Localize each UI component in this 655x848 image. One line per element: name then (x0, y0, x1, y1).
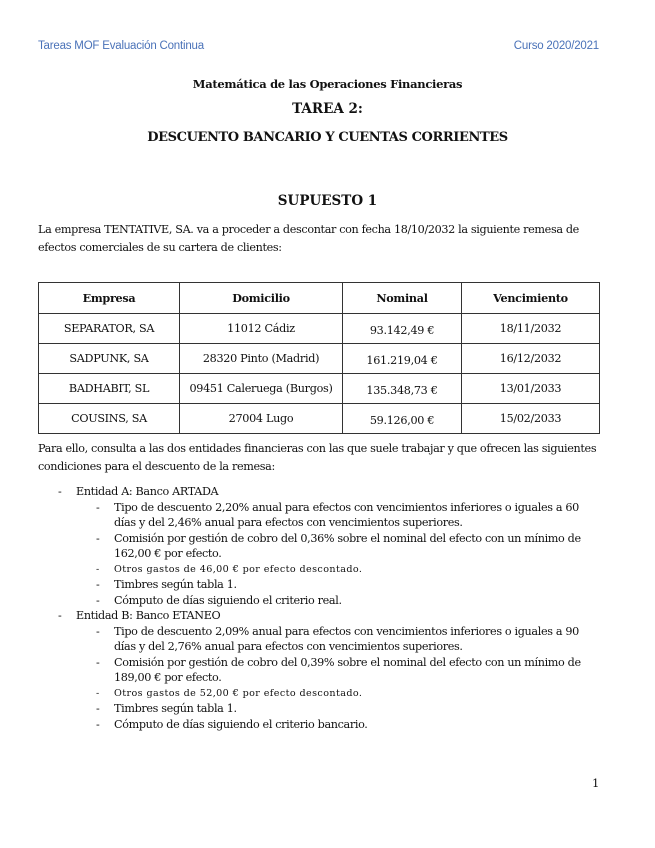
column-header: Empresa (39, 283, 180, 314)
condition-item (38, 562, 600, 578)
table-row (39, 404, 600, 434)
condition-item (38, 624, 600, 655)
header-year-label: Curso 2020/2021 (513, 40, 599, 52)
condition-text: Timbres según tabla 1. (114, 578, 237, 591)
header-course-label: Tareas MOF Evaluación Continua (38, 40, 204, 52)
column-header: Vencimiento (462, 283, 600, 314)
table-cell: 11012 Cádiz (180, 314, 343, 344)
task-title: TAREA 2: (292, 101, 363, 117)
table-cell: 18/11/2032 (462, 314, 600, 344)
condition-text: Otros gastos de 52,00 € por efecto descontado. (114, 687, 363, 699)
condition-text: Tipo de descuento 2,20% anual para efectos con vencimientos inferiores o iguales a 60 días y del 2,46% anual para efectos con vencimientos superiores. (114, 500, 579, 529)
bullet-dash: - (96, 687, 100, 699)
effects-table (38, 282, 600, 434)
condition-text: Cómputo de días siguiendo el criterio real. (114, 593, 342, 607)
bullet-dash: - (96, 593, 100, 607)
supuesto-title: SUPUESTO 1 (277, 193, 378, 209)
condition-text: Cómputo de días siguiendo el criterio bancario. (114, 717, 368, 731)
condition-text: Tipo de descuento 2,09% anual para efectos con vencimientos inferiores o iguales a 90 días y del 2,76% anual para efectos con vencimientos superiores. (114, 624, 579, 653)
table-cell: BADHABIT, SL (39, 374, 180, 404)
bullet-dash: - (96, 500, 100, 514)
table-header-row (39, 283, 600, 314)
table-cell: 161.219,04 € (343, 344, 462, 374)
condition-item (38, 717, 600, 733)
table-cell: SEPARATOR, SA (39, 314, 180, 344)
condition-text: Otros gastos de 46,00 € por efecto descontado. (114, 563, 363, 575)
conditions-intro-paragraph: Para ello, consulta a las dos entidades financieras con las que suele trabajar y que ofrecen las siguientes condiciones para el descuento de la remesa: (38, 442, 597, 473)
table-row (39, 344, 600, 374)
bullet-dash: - (96, 702, 100, 715)
table-cell: 59.126,00 € (343, 404, 462, 434)
table-cell: 15/02/2033 (462, 404, 600, 434)
intro-paragraph: La empresa TENTATIVE, SA. va a proceder a descontar con fecha 18/10/2032 la siguiente remesa de efectos comerciales de su cartera de clientes: (38, 223, 579, 254)
condition-item (38, 686, 600, 702)
bullet-dash: - (96, 717, 100, 731)
condition-item (38, 593, 600, 609)
table-row (39, 374, 600, 404)
column-header: Domicilio (180, 283, 343, 314)
condition-item (38, 701, 600, 717)
table-row (39, 314, 600, 344)
condition-text: Comisión por gestión de cobro del 0,36% sobre el nominal del efecto con un mínimo de 162,00 € por efecto. (114, 531, 581, 560)
condition-item (38, 655, 600, 686)
condition-item (38, 531, 600, 562)
table-cell: 09451 Caleruega (Burgos) (180, 374, 343, 404)
subject-title: Matemática de las Operaciones Financieras (192, 77, 463, 91)
table-cell: 27004 Lugo (180, 404, 343, 434)
bullet-dash: - (96, 531, 100, 545)
entity-label: Entidad B: Banco ETANEO (76, 609, 221, 622)
bullet-dash: - (96, 578, 100, 591)
table-cell: 13/01/2033 (462, 374, 600, 404)
condition-text: Comisión por gestión de cobro del 0,39% sobre el nominal del efecto con un mínimo de 189,00 € por efecto. (114, 655, 581, 684)
table-cell: 93.142,49 € (343, 314, 462, 344)
table-cell: 135.348,73 € (343, 374, 462, 404)
document-subtitle: DESCUENTO BANCARIO Y CUENTAS CORRIENTES (147, 130, 508, 145)
condition-item (38, 500, 600, 531)
condition-text: Timbres según tabla 1. (114, 702, 237, 715)
table-cell: 16/12/2032 (462, 344, 600, 374)
table-cell: SADPUNK, SA (39, 344, 180, 374)
entity-item (38, 608, 600, 624)
table-cell: 28320 Pinto (Madrid) (180, 344, 343, 374)
bullet-dash: - (96, 563, 100, 575)
bullet-dash: - (96, 655, 100, 669)
entities-list (38, 484, 600, 732)
bullet-dash: - (58, 609, 62, 622)
bullet-dash: - (96, 624, 100, 638)
table-cell: COUSINS, SA (39, 404, 180, 434)
entity-label: Entidad A: Banco ARTADA (76, 485, 219, 498)
page-number: 1 (592, 776, 600, 790)
column-header: Nominal (343, 283, 462, 314)
entity-item (38, 484, 600, 500)
bullet-dash: - (58, 485, 62, 498)
condition-item (38, 577, 600, 593)
